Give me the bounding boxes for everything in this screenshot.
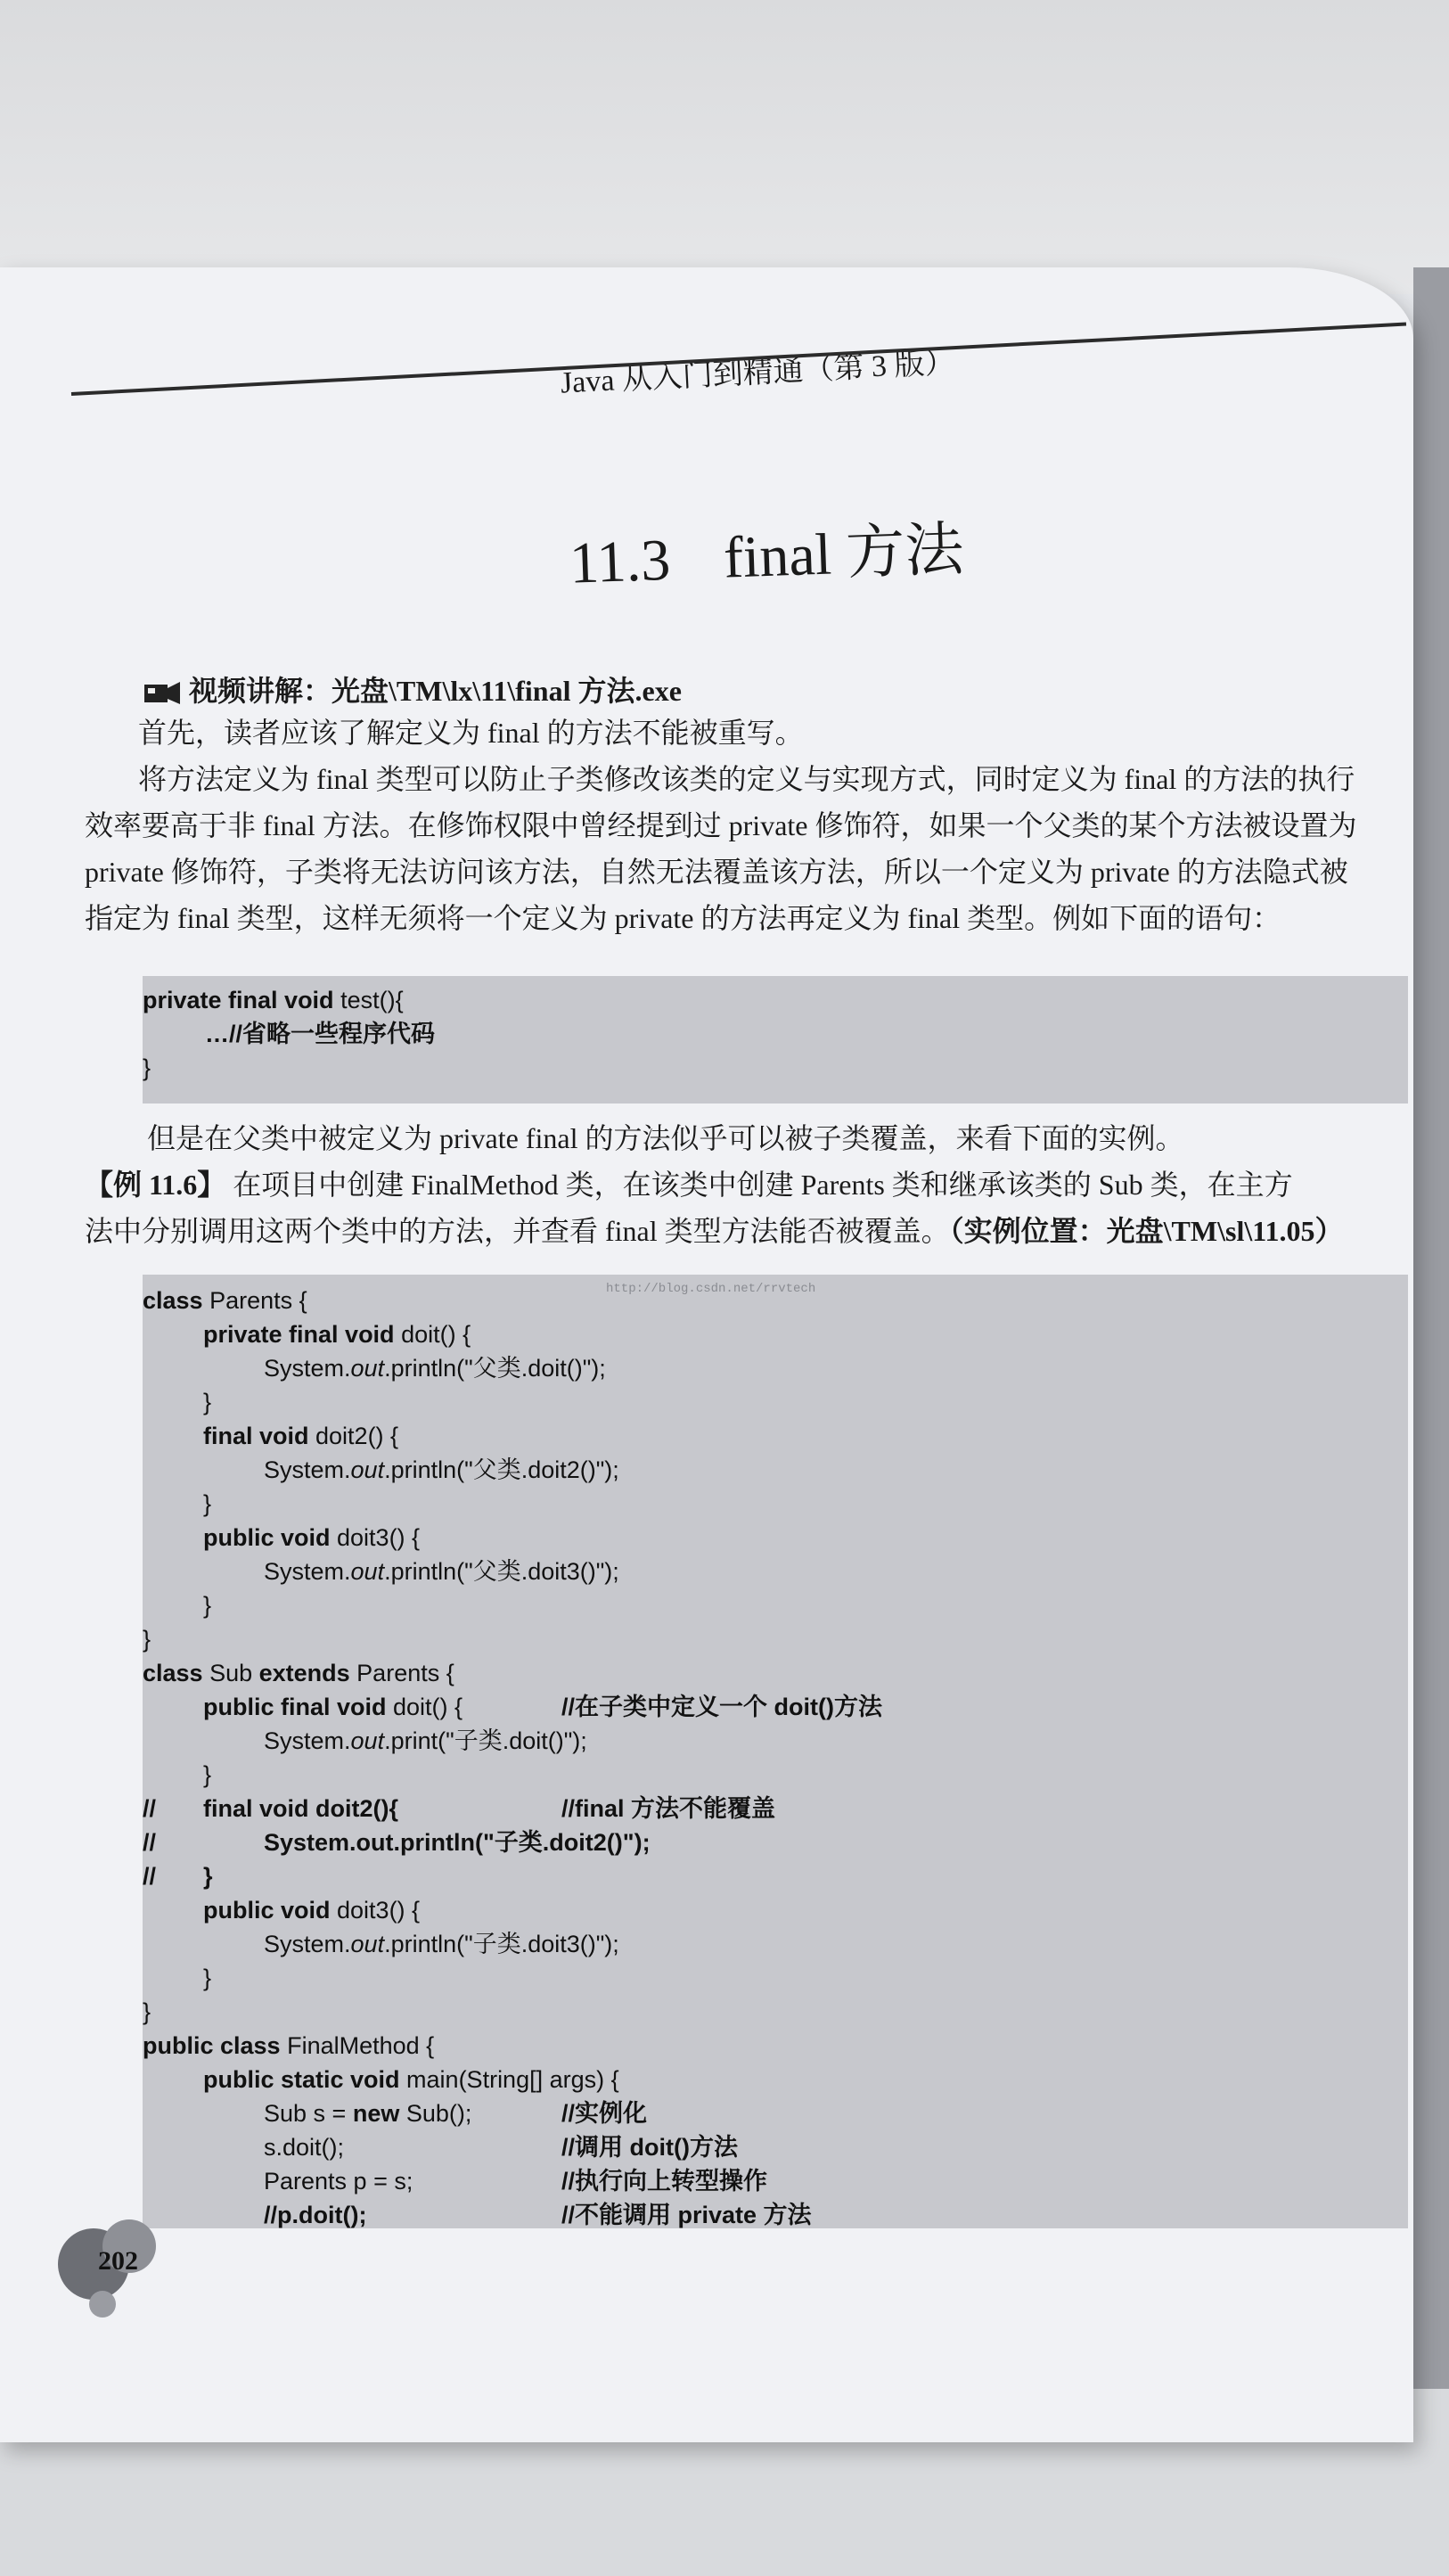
code-block-2 <box>143 1275 1408 2228</box>
code-line: // } <box>143 1863 213 1890</box>
code-line: public final void doit() { //在子类中定义一个 doit()方法 <box>203 1694 882 1720</box>
code-line: System.out.println("父类.doit()"); <box>264 1355 606 1382</box>
running-header: Java 从入门到精通（第 3 版） <box>560 346 956 400</box>
paragraph-2-line-1: 将方法定义为 final 类型可以防止子类修改该类的定义与实现方式，同时定义为 final 的方法的执行 <box>138 763 1355 795</box>
video-camera-icon <box>143 677 182 706</box>
code-line: private final void doit() { <box>203 1321 471 1348</box>
code-line: Sub s = new Sub(); //实例化 <box>264 2100 648 2127</box>
code-line: } <box>203 1490 212 1517</box>
code-line: public static void main(String[] args) { <box>203 2066 619 2093</box>
example-text-2: 法中分别调用这两个类中的方法，并查看 final 类型方法能否被覆盖。 <box>85 1215 950 1247</box>
paragraph-2-line-4: 指定为 final 类型，这样无须将一个定义为 private 的方法再定义为 final 类型。例如下面的语句： <box>85 902 1281 934</box>
code-line: System.out.println("父类.doit2()"); <box>264 1456 619 1483</box>
video-label: 视频讲解： <box>189 675 332 707</box>
code-line: } <box>143 1054 151 1081</box>
paragraph-1: 首先，读者应该了解定义为 final 的方法不能被重写。 <box>138 717 804 749</box>
video-lecture-line <box>143 669 682 710</box>
video-path: 光盘\TM\lx\11\final 方法.exe <box>332 675 682 707</box>
example-text-1: 在项目中创建 FinalMethod 类，在该类中创建 Parents 类和继承该类的 Sub 类，在主方 <box>233 1169 1293 1201</box>
code-line: System.out.print("子类.doit()"); <box>264 1727 587 1754</box>
paragraph-3: 但是在父类中被定义为 private final 的方法似乎可以被子类覆盖，来看下面的实例。 <box>147 1122 1184 1154</box>
code-line: …//省略一些程序代码 <box>205 1021 436 1047</box>
code-line: final void doit2() { <box>203 1423 399 1449</box>
code-line: public class FinalMethod { <box>143 2032 435 2059</box>
page-number: 202 <box>98 2246 138 2276</box>
code-line: } <box>203 1389 212 1415</box>
watermark: http://blog.csdn.net/rrvtech <box>606 1282 816 1296</box>
page-number-badge <box>53 2219 160 2326</box>
paragraph-2-line-2: 效率要高于非 final 方法。在修饰权限中曾经提到过 private 修饰符，如果一个父类的某个方法被设置为 <box>85 809 1357 841</box>
example-label: 【例 11.6】 <box>85 1169 226 1201</box>
code-line: // System.out.println("子类.doit2()"); <box>143 1829 651 1856</box>
code-line: Parents p = s; //执行向上转型操作 <box>264 2168 768 2195</box>
code-line: System.out.println("父类.doit3()"); <box>264 1558 619 1585</box>
code-line: } <box>143 1998 151 2025</box>
code-block-1 <box>143 976 1408 1103</box>
code-line: } <box>143 1626 151 1653</box>
code-line: s.doit(); //调用 doit()方法 <box>264 2134 738 2161</box>
example-line-1 <box>85 1165 1412 1205</box>
paragraph-2-line-3: private 修饰符，子类将无法访问该方法，自然无法覆盖该方法，所以一个定义为 private 的方法隐式被 <box>85 856 1348 888</box>
section-title <box>560 501 972 600</box>
code-line: class Parents { <box>143 1287 307 1314</box>
code-line: public void doit3() { <box>203 1524 421 1551</box>
code-line: } <box>203 1761 212 1788</box>
section-name: final 方法 <box>722 517 965 591</box>
example-line-2 <box>85 1211 1412 1251</box>
background-top <box>0 0 1449 294</box>
badge-blob <box>89 2291 116 2318</box>
code-line: public void doit3() { <box>203 1897 421 1924</box>
code-line: //p.doit(); //不能调用 private 方法 <box>264 2202 812 2228</box>
example-location: （实例位置：光盘\TM\sl\11.05） <box>949 1215 1344 1247</box>
code-line: } <box>203 1592 212 1619</box>
code-line: // final void doit2(){ //final 方法不能覆盖 <box>143 1795 776 1822</box>
code-line: private final void test(){ <box>143 987 404 1013</box>
section-number: 11.3 <box>568 527 672 596</box>
code-line: System.out.println("子类.doit3()"); <box>264 1931 619 1957</box>
code-line: } <box>203 1965 212 1991</box>
code-line: class Sub extends Parents { <box>143 1660 454 1686</box>
background-right <box>1413 267 1449 2407</box>
